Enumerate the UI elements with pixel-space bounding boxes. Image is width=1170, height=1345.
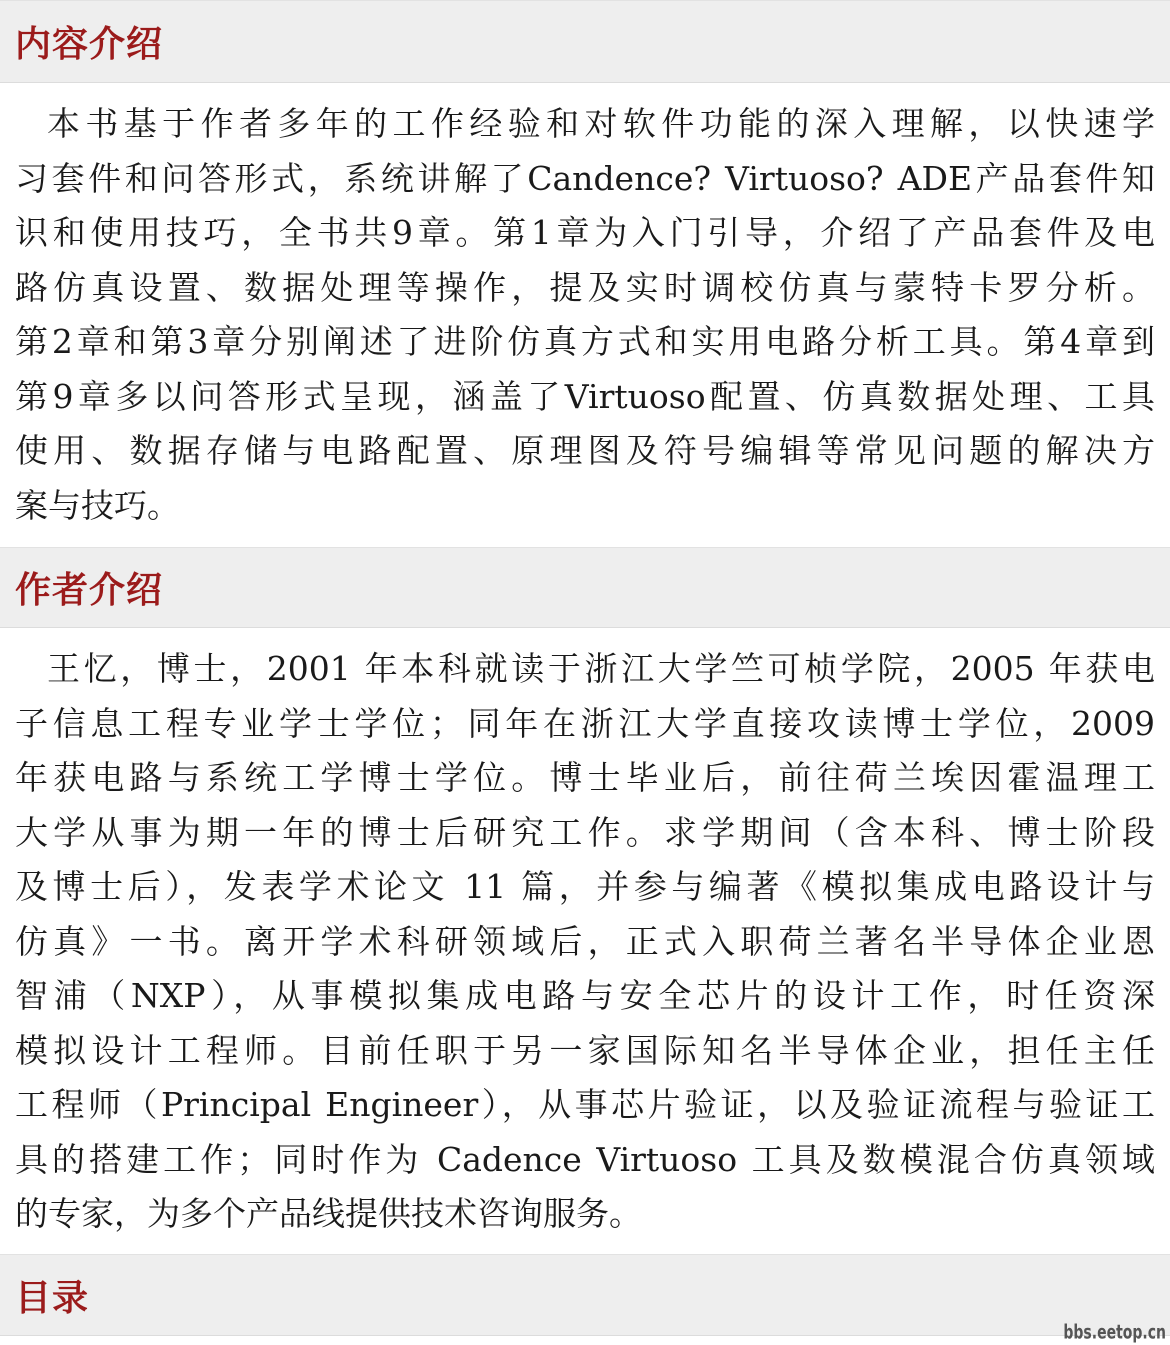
section-title: 作者介绍 [15,570,164,611]
section-header [0,0,1170,83]
paragraph-line: 习套件和问答形式，系统讲解了Candence? Virtuoso? ADE产品套件知 [15,158,1155,198]
paragraph-line: 第2章和第3章分别阐述了进阶仿真方式和实用电路分析工具。第4章到 [15,322,1155,361]
section-toc [0,1254,1170,1336]
paragraph-line: 仿真》一书。离开学术科研领域后，正式入职荷兰著名半导体企业恩 [15,921,1155,961]
section-body [0,628,1170,1254]
paragraph-line: 第9章多以问答形式呈现，涵盖了Virtuoso配置、仿真数据处理、工具 [15,376,1155,416]
section-title: 内容介绍 [15,24,164,65]
paragraph-line: 具的搭建工作；同时作为 Cadence Virtuoso 工具及数模混合仿真领域 [15,1139,1155,1179]
section-author [0,547,1170,1254]
section-title: 目录 [15,1277,90,1319]
paragraph-line: 工程师（Principal Engineer），从事芯片验证，以及验证流程与验证工 [15,1085,1155,1124]
paragraph-line: 路仿真设置、数据处理等操作，提及实时调校仿真与蒙特卡罗分析。 [15,267,1155,307]
paragraph-line: 子信息工程专业学士学位；同年在浙江大学直接攻读博士学位，2009 [15,703,1155,743]
paragraph-line: 识和使用技巧，全书共9章。第1章为入门引导，介绍了产品套件及电 [15,213,1155,252]
paragraph-line: 的专家，为多个产品线提供技术咨询服务。 [15,1194,642,1233]
paragraph-line: 模拟设计工程师。目前任职于另一家国际知名半导体企业，担任主任 [15,1030,1155,1070]
section-header [0,1254,1170,1336]
paragraph-line: 案与技巧。 [15,485,180,525]
paragraph-line: 王忆，博士，2001 年本科就读于浙江大学竺可桢学院，2005 年获电 [47,649,1155,688]
watermark: bbs.eetop.cn [1063,1321,1166,1345]
paragraph-line: 本书基于作者多年的工作经验和对软件功能的深入理解，以快速学 [47,104,1155,143]
paragraph-line: 大学从事为期一年的博士后研究工作。求学期间（含本科、博士阶段 [15,812,1155,852]
paragraph-line: 及博士后），发表学术论文 11 篇，并参与编著《模拟集成电路设计与 [15,867,1155,906]
paragraph-line: 智浦（NXP），从事模拟集成电路与安全芯片的设计工作，时任资深 [15,976,1155,1015]
paragraph-line: 年获电路与系统工学博士学位。博士毕业后，前往荷兰埃因霍温理工 [15,758,1155,797]
section-header [0,547,1170,628]
paragraph-line: 使用、数据存储与电路配置、原理图及符号编辑等常见问题的解决方 [15,431,1155,470]
section-intro [0,0,1170,547]
section-body [0,83,1170,547]
